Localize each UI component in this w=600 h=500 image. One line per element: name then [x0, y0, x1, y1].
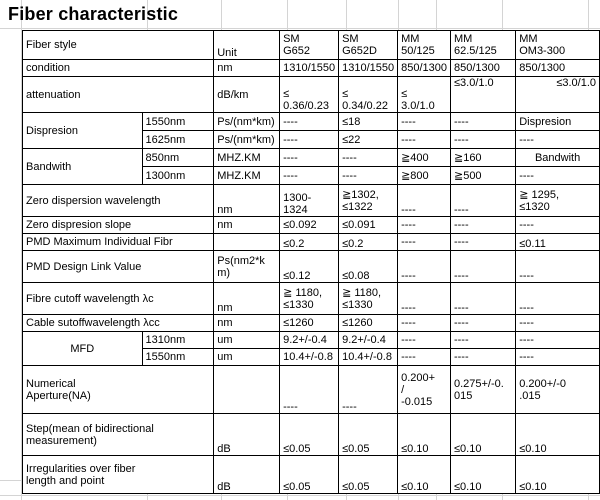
param-cell: Step(mean of bidirectional measurement): [23, 414, 214, 456]
sm-g652-cell: 1300-1324: [280, 185, 339, 217]
sm-g652d-cell: ≤0.05: [339, 414, 398, 456]
mm-62-5-125-cell: ----: [450, 185, 515, 217]
param-cell: Bandwith: [23, 149, 143, 185]
sm-g652d-cell: ≧ 1180, ≤1330: [339, 283, 398, 315]
mm-50-125-cell: ≤0.10: [398, 456, 451, 494]
unit-cell: dB: [214, 414, 280, 456]
mm-om3-cell: ----: [516, 131, 600, 149]
param-cell: Fibre cutoff wavelength λc: [23, 283, 214, 315]
sm-g652-cell: ≤0.12: [280, 251, 339, 283]
unit-cell: nm: [214, 217, 280, 234]
sm-g652d-cell: ≤0.091: [339, 217, 398, 234]
param-cell: PMD Maximum Individual Fibr: [23, 234, 214, 251]
param-cell: PMD Design Link Value: [23, 251, 214, 283]
unit-cell: nm: [214, 60, 280, 77]
table-row: [23, 366, 600, 414]
param-cell: MFD: [23, 332, 143, 366]
param-cell: attenuation: [23, 77, 214, 113]
table-row: [23, 414, 600, 456]
table-row: [23, 251, 600, 283]
mm-om3-cell: ----: [516, 167, 600, 185]
sm-g652-cell: SM G652: [280, 31, 339, 60]
sm-g652d-cell: 1310/1550: [339, 60, 398, 77]
wavelength-cell: 1550nm: [142, 113, 214, 131]
mm-50-125-cell: 0.200+ / -0.015: [398, 366, 451, 414]
unit-cell: nm: [214, 283, 280, 315]
sm-g652-cell: 10.4+/-0.8: [280, 349, 339, 366]
fiber-characteristic-table: [22, 30, 600, 494]
table-row: [23, 31, 600, 60]
mm-50-125-cell: ≧400: [398, 149, 451, 167]
table-row: [23, 113, 600, 131]
table-row: [23, 234, 600, 251]
table-row: [23, 332, 600, 349]
mm-om3-cell: MM OM3-300: [516, 31, 600, 60]
sm-g652d-cell: ≤0.08: [339, 251, 398, 283]
mm-62-5-125-cell: ----: [450, 283, 515, 315]
sm-g652-cell: ----: [280, 366, 339, 414]
mm-62-5-125-cell: MM 62.5/125: [450, 31, 515, 60]
sm-g652-cell: ----: [280, 131, 339, 149]
sm-g652-cell: ≤0.2: [280, 234, 339, 251]
sm-g652d-cell: ----: [339, 167, 398, 185]
unit-cell: um: [214, 349, 280, 366]
mm-62-5-125-cell: ----: [450, 234, 515, 251]
param-cell: Zero dispresion slope: [23, 217, 214, 234]
table-row: [23, 456, 600, 494]
mm-62-5-125-cell: 850/1300: [450, 60, 515, 77]
mm-50-125-cell: ≤0.10: [398, 414, 451, 456]
param-cell: Irregularities over fiber length and point: [23, 456, 214, 494]
mm-om3-cell: ≤0.11: [516, 234, 600, 251]
sm-g652-cell: ≤0.092: [280, 217, 339, 234]
mm-50-125-cell: ----: [398, 315, 451, 332]
unit-cell: nm: [214, 185, 280, 217]
mm-om3-cell: ----: [516, 332, 600, 349]
sm-g652d-cell: ≤0.05: [339, 456, 398, 494]
mm-62-5-125-cell: ≤3.0/1.0: [450, 77, 515, 113]
param-cell: Numerical Aperture(NA): [23, 366, 214, 414]
mm-62-5-125-cell: ≤0.10: [450, 414, 515, 456]
mm-62-5-125-cell: ≤0.10: [450, 456, 515, 494]
table-row: [23, 283, 600, 315]
wavelength-cell: 1310nm: [142, 332, 214, 349]
unit-cell: Ps/(nm*km): [214, 131, 280, 149]
param-cell: Cable sutoffwavelength λcc: [23, 315, 214, 332]
sm-g652d-cell: ≤0.2: [339, 234, 398, 251]
sm-g652-cell: ----: [280, 149, 339, 167]
mm-50-125-cell: ----: [398, 283, 451, 315]
mm-62-5-125-cell: ----: [450, 113, 515, 131]
mm-50-125-cell: ----: [398, 131, 451, 149]
sm-g652d-cell: ≧1302, ≤1322: [339, 185, 398, 217]
mm-62-5-125-cell: ----: [450, 332, 515, 349]
unit-cell: nm: [214, 315, 280, 332]
mm-50-125-cell: ----: [398, 251, 451, 283]
mm-om3-cell: 0.200+/-0 .015: [516, 366, 600, 414]
sm-g652-cell: 1310/1550: [280, 60, 339, 77]
sheet-title: Fiber characteristic: [8, 4, 179, 24]
mm-om3-cell: ----: [516, 217, 600, 234]
sm-g652d-cell: ≤ 0.34/0.22: [339, 77, 398, 113]
mm-50-125-cell: 850/1300: [398, 60, 451, 77]
unit-cell: dB/km: [214, 77, 280, 113]
unit-cell: Ps(nm2*k m): [214, 251, 280, 283]
sm-g652d-cell: ----: [339, 366, 398, 414]
mm-om3-cell: Bandwith: [516, 149, 600, 167]
mm-50-125-cell: ----: [398, 349, 451, 366]
unit-cell: [214, 234, 280, 251]
sm-g652-cell: ----: [280, 167, 339, 185]
sm-g652d-cell: 9.2+/-0.4: [339, 332, 398, 349]
sm-g652d-cell: ≤22: [339, 131, 398, 149]
mm-50-125-cell: ≤ 3.0/1.0: [398, 77, 451, 113]
wavelength-cell: 1550nm: [142, 349, 214, 366]
table-row: [23, 60, 600, 77]
mm-om3-cell: ≤0.10: [516, 456, 600, 494]
unit-cell: MHZ.KM: [214, 167, 280, 185]
param-cell: Fiber style: [23, 31, 214, 60]
param-cell: Dispresion: [23, 113, 143, 149]
sm-g652-cell: ≤1260: [280, 315, 339, 332]
wavelength-cell: 850nm: [142, 149, 214, 167]
mm-62-5-125-cell: ----: [450, 315, 515, 332]
mm-om3-cell: ----: [516, 251, 600, 283]
mm-50-125-cell: MM 50/125: [398, 31, 451, 60]
unit-cell: um: [214, 332, 280, 349]
mm-62-5-125-cell: 0.275+/-0. 015: [450, 366, 515, 414]
mm-om3-cell: Dispresion: [516, 113, 600, 131]
mm-om3-cell: 850/1300: [516, 60, 600, 77]
mm-50-125-cell: ----: [398, 217, 451, 234]
sm-g652-cell: ≤ 0.36/0.23: [280, 77, 339, 113]
mm-om3-cell: ----: [516, 315, 600, 332]
mm-50-125-cell: ----: [398, 185, 451, 217]
table-row: [23, 77, 600, 113]
mm-50-125-cell: ----: [398, 234, 451, 251]
wavelength-cell: 1625nm: [142, 131, 214, 149]
sm-g652-cell: 9.2+/-0.4: [280, 332, 339, 349]
mm-62-5-125-cell: ≧500: [450, 167, 515, 185]
mm-om3-cell: ----: [516, 349, 600, 366]
sm-g652-cell: ----: [280, 113, 339, 131]
sm-g652d-cell: ≤18: [339, 113, 398, 131]
mm-50-125-cell: ≧800: [398, 167, 451, 185]
mm-62-5-125-cell: ----: [450, 217, 515, 234]
table-row: [23, 185, 600, 217]
table-row: [23, 149, 600, 167]
sm-g652-cell: ≤0.05: [280, 414, 339, 456]
table-row: [23, 315, 600, 332]
mm-om3-cell: ≤3.0/1.0: [516, 77, 600, 113]
sm-g652-cell: ≤0.05: [280, 456, 339, 494]
mm-om3-cell: ----: [516, 283, 600, 315]
mm-62-5-125-cell: ----: [450, 349, 515, 366]
mm-62-5-125-cell: ----: [450, 251, 515, 283]
param-cell: Zero dispersion wavelength: [23, 185, 214, 217]
sm-g652-cell: ≧ 1180, ≤1330: [280, 283, 339, 315]
table-row: [23, 217, 600, 234]
wavelength-cell: 1300nm: [142, 167, 214, 185]
unit-cell: Unit: [214, 31, 280, 60]
mm-62-5-125-cell: ----: [450, 131, 515, 149]
mm-om3-cell: ≧ 1295, ≤1320: [516, 185, 600, 217]
mm-om3-cell: ≤0.10: [516, 414, 600, 456]
unit-cell: [214, 366, 280, 414]
unit-cell: MHZ.KM: [214, 149, 280, 167]
mm-62-5-125-cell: ≧160: [450, 149, 515, 167]
sm-g652d-cell: ≤1260: [339, 315, 398, 332]
sm-g652d-cell: SM G652D: [339, 31, 398, 60]
mm-50-125-cell: ----: [398, 113, 451, 131]
sm-g652d-cell: 10.4+/-0.8: [339, 349, 398, 366]
mm-50-125-cell: ----: [398, 332, 451, 349]
sm-g652d-cell: ----: [339, 149, 398, 167]
unit-cell: Ps/(nm*km): [214, 113, 280, 131]
param-cell: condition: [23, 60, 214, 77]
unit-cell: dB: [214, 456, 280, 494]
